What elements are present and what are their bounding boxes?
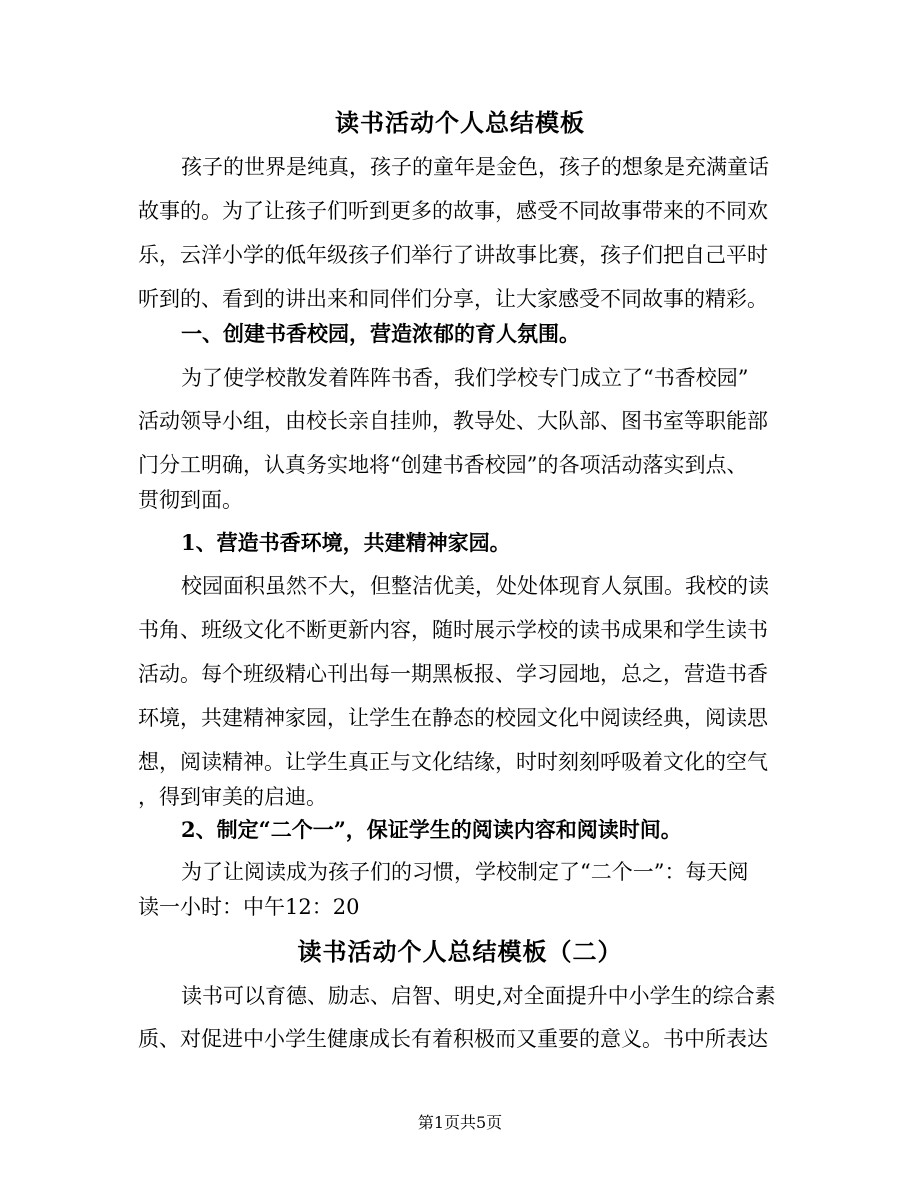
body-line: 为了让阅读成为孩子们的习惯，学校制定了“二个一”：每天阅 [181,860,749,884]
section-heading: 一、创建书香校园，营造浓郁的育人氛围。 [181,321,580,346]
document-title: 读书活动个人总结模板 [335,108,585,137]
intro-line: 故事的。为了让孩子们听到更多的故事，感受不同故事带来的不同欢 [138,199,768,223]
body-line: 环境，共建精神家园，让学生在静态的校园文化中阅读经典，阅读思 [138,706,768,730]
body-line: 门分工明确，认真务实地将“创建书香校园”的各项活动落实到点、 [138,453,748,477]
page-footer: 第1页共5页 [417,1113,503,1132]
body-line: 读一小时：中午12：20 [138,895,360,919]
intro-line: 乐，云洋小学的低年级孩子们举行了讲故事比赛，孩子们把自己平时 [138,243,768,267]
body-line: 读书可以育德、励志、启智、明史,对全面提升中小学生的综合素 [181,984,776,1008]
subsection-heading: 2、制定“二个一”，保证学生的阅读内容和阅读时间。 [181,817,682,842]
body-line: 校园面积虽然不大，但整洁优美，处处体现育人氛围。我校的读 [181,574,769,598]
body-line: 活动领导小组，由校长亲自挂帅，教导处、大队部、图书室等职能部 [138,409,768,433]
body-line: 贯彻到面。 [138,488,243,512]
body-line: ，得到审美的启迪。 [138,785,327,809]
body-line: 为了使学校散发着阵阵书香，我们学校专门成立了“书香校园” [181,366,749,390]
intro-line: 孩子的世界是纯真，孩子的童年是金色，孩子的想象是充满童话 [181,155,769,179]
body-line: 活动。每个班级精心刊出每一期黑板报、学习园地，总之，营造书香 [138,662,768,686]
body-line: 质、对促进中小学生健康成长有着积极而又重要的意义。书中所表达 [138,1027,768,1051]
body-line: 书角、班级文化不断更新内容，随时展示学校的读书成果和学生读书 [138,618,768,642]
document-title: 读书活动个人总结模板（二） [297,937,623,966]
body-line: 想，阅读精神。让学生真正与文化结缘，时时刻刻呼吸着文化的空气 [138,750,768,774]
subsection-heading: 1、营造书香环境，共建精神家园。 [181,530,511,555]
intro-line: 听到的、看到的讲出来和同伴们分享，让大家感受不同故事的精彩。 [138,287,768,311]
